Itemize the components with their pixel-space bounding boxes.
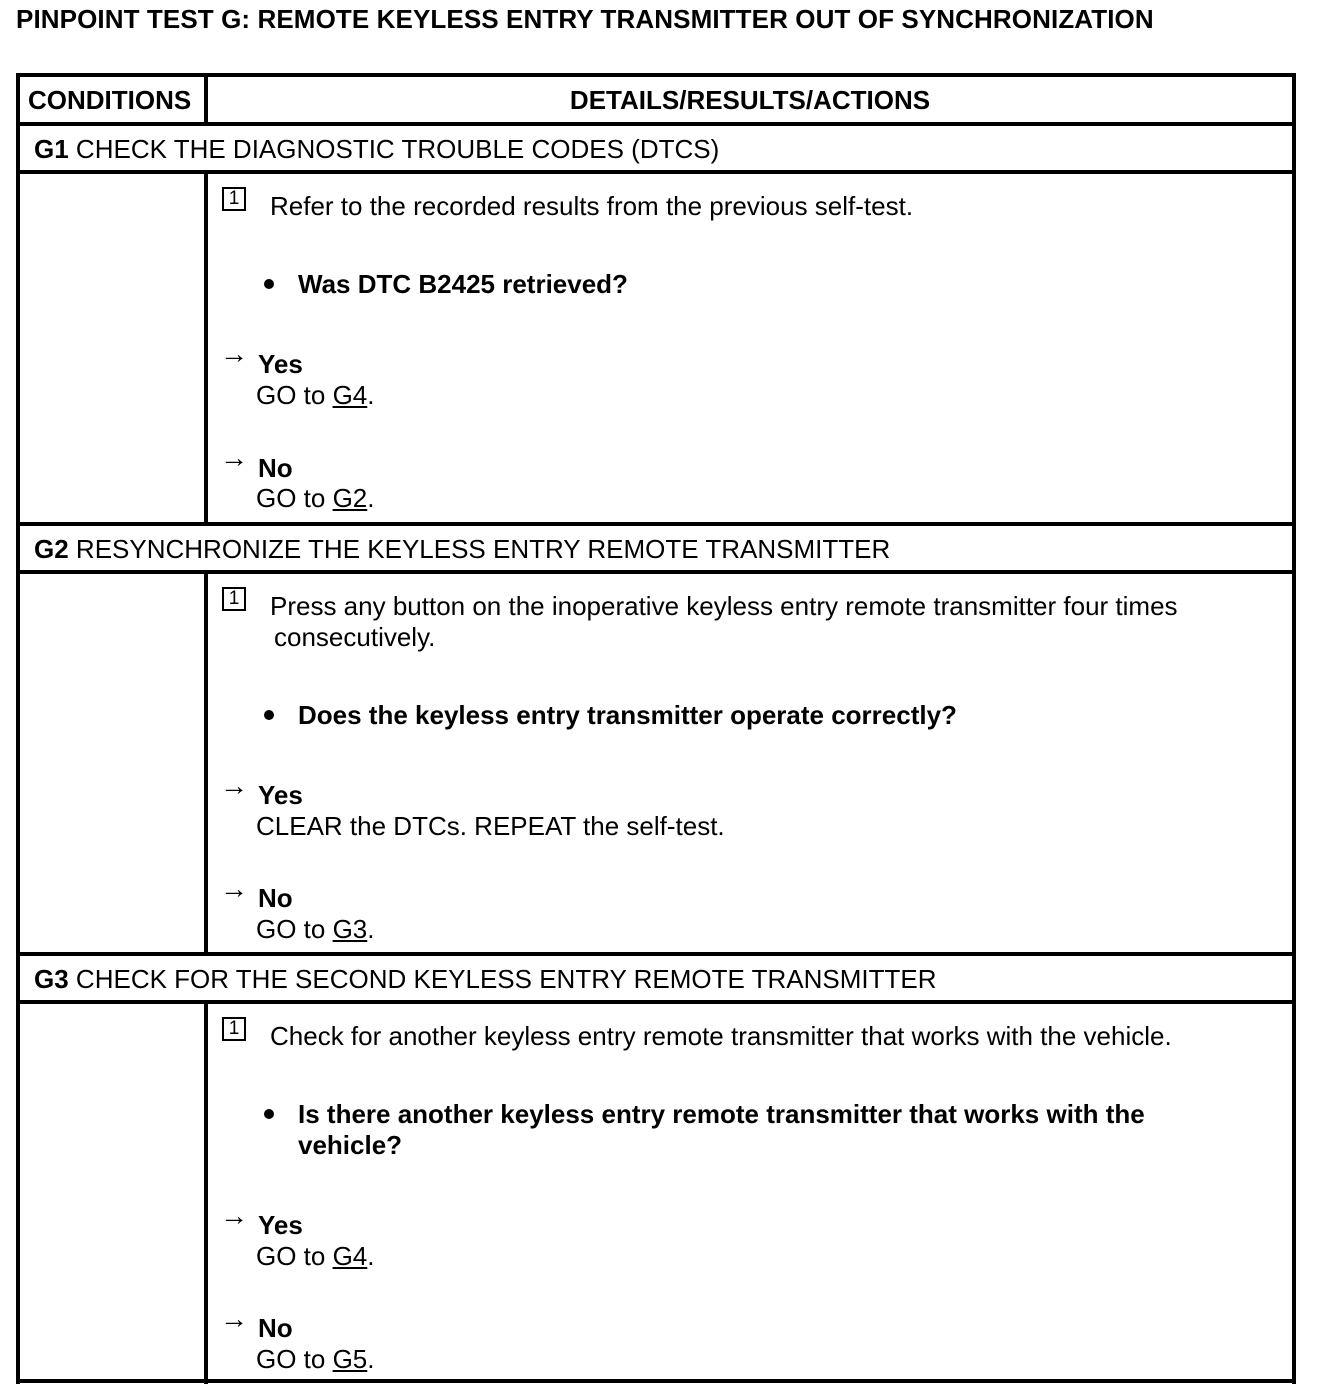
details-header: DETAILS/RESULTS/ACTIONS (569, 85, 931, 115)
yes-label: Yes (258, 349, 303, 379)
page-title: PINPOINT TEST G: REMOTE KEYLESS ENTRY TRANSMITTER OUT OF SYNCHRONIZATION (16, 4, 1154, 34)
yes-action (256, 1241, 375, 1272)
step-heading-g3 (20, 956, 1292, 1004)
yes-action-prefix: GO to (256, 380, 333, 410)
step-title: RESYNCHRONIZE THE KEYLESS ENTRY REMOTE TRANSMITTER (75, 534, 891, 564)
details-cell (208, 174, 1292, 522)
details-cell (208, 574, 1292, 952)
right-arrow-icon: → (220, 338, 248, 369)
step-id: G1 (34, 134, 69, 164)
step-heading-g1 (20, 126, 1292, 174)
step-title: CHECK THE DIAGNOSTIC TROUBLE CODES (DTCS) (75, 134, 720, 164)
no-action (256, 483, 375, 514)
link-g3[interactable]: G3 (332, 914, 368, 944)
yes-action-suffix: . (367, 1241, 375, 1271)
table-bottom-border (16, 1379, 1296, 1383)
question-line: Is there another keyless entry remote transmitter that works with the (298, 1099, 1145, 1129)
conditions-cell (20, 574, 208, 952)
yes-action: CLEAR the DTCs. REPEAT the self-test. (256, 811, 725, 841)
no-action (256, 1344, 375, 1375)
link-g4[interactable]: G4 (332, 1241, 368, 1271)
details-cell (208, 1004, 1292, 1384)
no-action-suffix: . (367, 914, 375, 944)
yes-label: Yes (258, 1210, 303, 1240)
bullet-icon (264, 710, 278, 724)
action-text: Check for another keyless entry remote transmitter that works with the vehicle. (270, 1021, 1172, 1051)
step-heading-g2 (20, 526, 1292, 574)
no-action-prefix: GO to (256, 914, 333, 944)
question-line: vehicle? (298, 1130, 403, 1160)
step-number-box: 1 (222, 587, 246, 611)
action-line: consecutively. (274, 622, 436, 652)
pinpoint-test-table (16, 73, 1296, 1384)
no-action-suffix: . (367, 483, 375, 513)
bullet-icon (264, 1109, 278, 1123)
action-line: Press any button on the inoperative keyless entry remote transmitter four times (270, 591, 1178, 621)
question-text: Does the keyless entry transmitter operate correctly? (298, 700, 957, 730)
conditions-cell (20, 1004, 208, 1384)
conditions-cell (20, 174, 208, 522)
right-arrow-icon: → (220, 1200, 248, 1231)
link-g2[interactable]: G2 (332, 483, 368, 513)
yes-action-prefix: GO to (256, 1241, 333, 1271)
yes-action (256, 380, 375, 411)
question-text: Was DTC B2425 retrieved? (298, 269, 628, 299)
step-id: G2 (34, 534, 69, 564)
right-arrow-icon: → (220, 442, 248, 473)
right-arrow-icon: → (220, 770, 248, 801)
link-g5[interactable]: G5 (332, 1344, 368, 1374)
yes-label: Yes (258, 780, 303, 810)
no-label: No (258, 1313, 293, 1343)
no-action-suffix: . (367, 1344, 375, 1374)
step-id: G3 (34, 964, 69, 994)
step-number-box: 1 (222, 1017, 246, 1041)
step-body-g1 (20, 174, 1292, 526)
step-number-box: 1 (222, 187, 246, 211)
no-label: No (258, 883, 293, 913)
no-action-prefix: GO to (256, 1344, 333, 1374)
right-arrow-icon: → (220, 1303, 248, 1334)
right-arrow-icon: → (220, 873, 248, 904)
step-title: CHECK FOR THE SECOND KEYLESS ENTRY REMOTE TRANSMITTER (75, 964, 937, 994)
link-g4[interactable]: G4 (332, 380, 368, 410)
table-header-row (20, 77, 1292, 126)
question-text (298, 1099, 1252, 1161)
action-text: Refer to the recorded results from the previous self-test. (270, 191, 914, 221)
no-action (256, 914, 375, 945)
step-body-g3 (20, 1004, 1292, 1384)
no-label: No (258, 453, 293, 483)
step-body-g2 (20, 574, 1292, 956)
bullet-icon (264, 279, 278, 293)
no-action-prefix: GO to (256, 483, 333, 513)
action-text (270, 591, 1262, 653)
yes-action-suffix: . (367, 380, 375, 410)
conditions-header: CONDITIONS (20, 77, 208, 122)
